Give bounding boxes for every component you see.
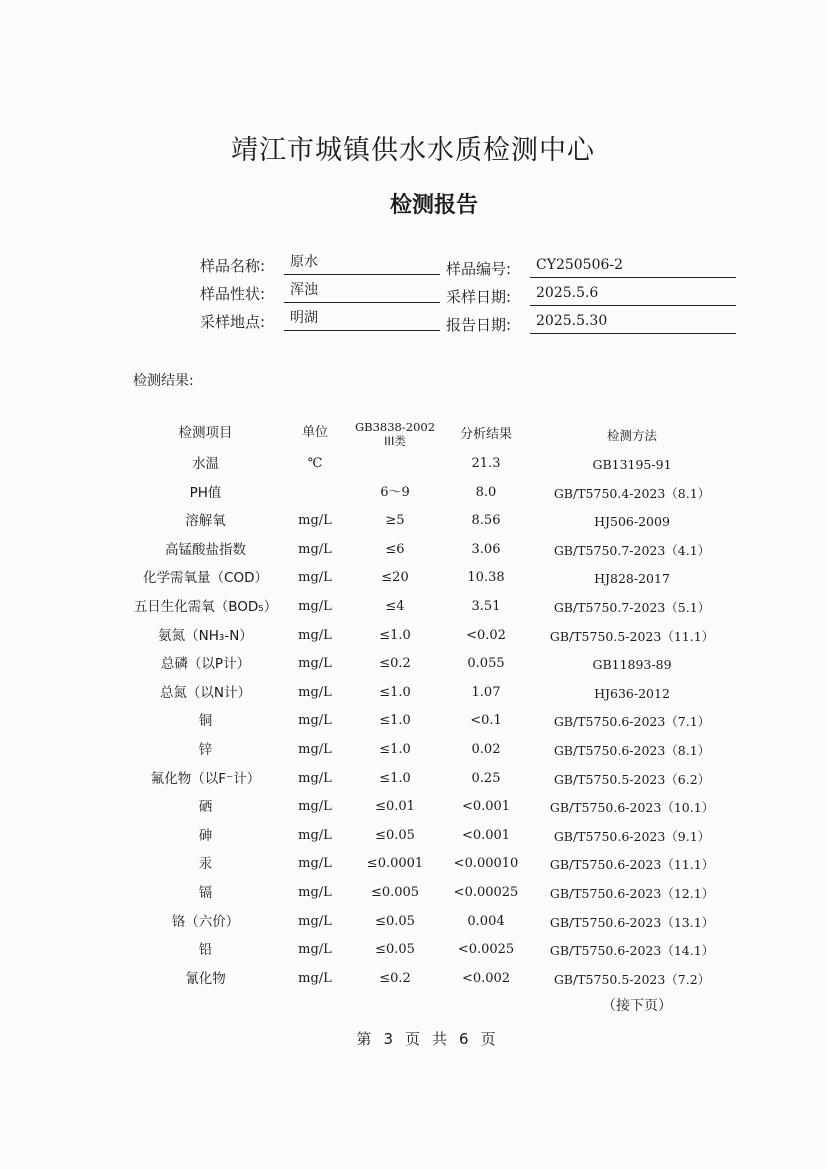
row-method: GB/T5750.6-2023（9.1） <box>553 829 711 844</box>
row-method: GB/T5750.6-2023（14.1） <box>549 943 715 958</box>
row-unit: mg/L <box>298 628 332 643</box>
sample-id-value: CY250506-2 <box>530 256 736 278</box>
row-standard: ≥5 <box>385 513 405 528</box>
header-standard-line2: III类 <box>384 434 406 448</box>
row-standard: ≤0.05 <box>375 828 415 843</box>
row-unit: mg/L <box>298 914 332 929</box>
row-method: GB/T5750.5-2023（11.1） <box>549 629 715 644</box>
sampling-date-label: 采样日期: <box>446 288 512 306</box>
row-item: 氟化物（以F⁻计） <box>150 771 261 787</box>
row-result: <0.02 <box>466 628 506 643</box>
report-date-label: 报告日期: <box>446 316 512 334</box>
sampling-location-value: 明湖 <box>284 309 440 331</box>
row-unit: mg/L <box>298 513 332 528</box>
row-result: 10.38 <box>467 570 505 585</box>
row-result: <0.001 <box>461 799 511 814</box>
row-item: 水温 <box>192 456 219 472</box>
row-result: 3.51 <box>471 599 501 614</box>
sampling-location-label: 采样地点: <box>200 313 266 331</box>
row-unit: mg/L <box>298 685 332 700</box>
row-method: GB/T5750.4-2023（8.1） <box>553 486 711 501</box>
organization-title: 靖江市城镇供水水质检测中心 <box>231 135 595 166</box>
row-method: GB/T5750.6-2023（10.1） <box>549 800 715 815</box>
row-item: 锌 <box>198 742 213 758</box>
continued-note: （接下页） <box>602 998 672 1014</box>
header-standard-line1: GB3838-2002 <box>354 420 436 434</box>
row-result: <0.0025 <box>457 942 515 957</box>
row-unit: mg/L <box>298 856 332 871</box>
row-method: GB/T5750.7-2023（5.1） <box>553 600 711 615</box>
row-result: 0.25 <box>471 771 501 786</box>
row-method: HJ828-2017 <box>594 571 670 586</box>
row-result: <0.00025 <box>453 885 519 900</box>
row-item: 铬（六价） <box>171 914 240 930</box>
row-unit: mg/L <box>298 713 332 728</box>
row-standard: ≤4 <box>385 599 405 614</box>
row-method: GB/T5750.5-2023（7.2） <box>553 972 711 987</box>
row-unit: mg/L <box>298 885 332 900</box>
header-item: 检测项目 <box>178 425 233 441</box>
row-method: GB/T5750.6-2023（7.1） <box>553 714 711 729</box>
footer-total-prefix: 共 <box>432 1030 448 1048</box>
row-standard: ≤20 <box>381 570 409 585</box>
row-item: 五日生化需氧（BOD₅） <box>133 599 278 615</box>
row-unit: ℃ <box>307 456 323 471</box>
row-result: 1.07 <box>471 685 501 700</box>
header-unit: 单位 <box>301 425 328 440</box>
row-item: PH值 <box>189 485 222 501</box>
row-item: 化学需氧量（COD） <box>143 570 268 586</box>
row-result: 0.055 <box>467 656 505 671</box>
sample-name-value: 原水 <box>284 253 440 275</box>
row-unit: mg/L <box>298 971 332 986</box>
row-unit: mg/L <box>298 771 332 786</box>
row-standard: ≤0.005 <box>370 885 420 900</box>
row-result: 3.06 <box>471 542 501 557</box>
row-standard: ≤1.0 <box>379 685 411 700</box>
report-date-value: 2025.5.30 <box>530 312 736 334</box>
row-method: GB/T5750.6-2023（11.1） <box>549 857 715 872</box>
row-item: 氨氮（NH₃-N） <box>158 628 253 644</box>
row-result: <0.00010 <box>453 856 519 871</box>
row-method: GB/T5750.6-2023（8.1） <box>553 743 711 758</box>
report-title: 检测报告 <box>389 193 478 218</box>
row-item: 硒 <box>198 799 213 815</box>
row-method: GB13195-91 <box>592 457 672 472</box>
row-method: GB11893-89 <box>592 657 672 672</box>
footer-current-page: 3 <box>383 1030 393 1048</box>
row-item: 总氮（以N计） <box>159 685 252 701</box>
row-unit: mg/L <box>298 656 332 671</box>
header-method: 检测方法 <box>606 428 657 443</box>
sample-name-label: 样品名称: <box>200 257 266 275</box>
header-result: 分析结果 <box>459 427 512 442</box>
row-item: 汞 <box>198 856 213 872</box>
row-unit: mg/L <box>298 542 332 557</box>
row-method: HJ506-2009 <box>594 514 670 529</box>
row-result: <0.001 <box>461 828 511 843</box>
row-method: GB/T5750.6-2023（13.1） <box>549 915 715 930</box>
row-standard: ≤6 <box>385 542 405 557</box>
sampling-date-value: 2025.5.6 <box>530 284 736 306</box>
page-footer <box>0 1028 826 1049</box>
row-unit: mg/L <box>298 570 332 585</box>
footer-page-word: 页 <box>404 1030 420 1048</box>
results-label: 检测结果: <box>133 373 194 389</box>
row-item: 氰化物 <box>185 971 226 987</box>
row-item: 高锰酸盐指数 <box>165 542 246 558</box>
row-standard: ≤0.05 <box>375 914 415 929</box>
row-unit: mg/L <box>298 742 332 757</box>
row-standard: ≤1.0 <box>379 713 411 728</box>
row-result: <0.1 <box>470 713 502 728</box>
row-standard: ≤1.0 <box>379 742 411 757</box>
sample-id-label: 样品编号: <box>446 260 512 278</box>
row-method: HJ636-2012 <box>594 686 670 701</box>
row-method: GB/T5750.6-2023（12.1） <box>549 886 715 901</box>
row-standard: ≤0.05 <box>375 942 415 957</box>
row-result: 0.02 <box>471 742 501 757</box>
row-standard: ≤1.0 <box>379 771 411 786</box>
row-result: 21.3 <box>471 456 501 471</box>
sample-property-label: 样品性状: <box>200 285 266 303</box>
row-standard: ≤0.01 <box>375 799 415 814</box>
footer-suffix: 页 <box>480 1030 496 1048</box>
sample-property-value: 浑浊 <box>284 281 440 303</box>
row-method: GB/T5750.5-2023（6.2） <box>553 772 711 787</box>
row-result: <0.002 <box>461 971 511 986</box>
row-item: 铜 <box>198 713 213 729</box>
row-standard: ≤0.0001 <box>366 856 424 871</box>
row-unit: mg/L <box>298 942 332 957</box>
row-item: 镉 <box>198 885 213 901</box>
row-unit: mg/L <box>298 799 332 814</box>
row-standard: 6～9 <box>380 485 410 500</box>
row-unit: mg/L <box>298 828 332 843</box>
row-standard: ≤0.2 <box>379 971 411 986</box>
row-result: 8.0 <box>475 485 497 500</box>
footer-total-pages: 6 <box>459 1030 469 1048</box>
row-standard: ≤0.2 <box>379 656 411 671</box>
row-method: GB/T5750.7-2023（4.1） <box>553 543 711 558</box>
row-item: 砷 <box>198 828 213 844</box>
row-unit: mg/L <box>298 599 332 614</box>
footer-prefix: 第 <box>356 1030 372 1048</box>
row-standard: ≤1.0 <box>379 628 411 643</box>
row-result: 8.56 <box>471 513 501 528</box>
row-item: 总磷（以P计） <box>160 656 251 672</box>
row-result: 0.004 <box>467 914 505 929</box>
row-item: 铅 <box>198 942 213 958</box>
row-item: 溶解氧 <box>185 513 226 529</box>
